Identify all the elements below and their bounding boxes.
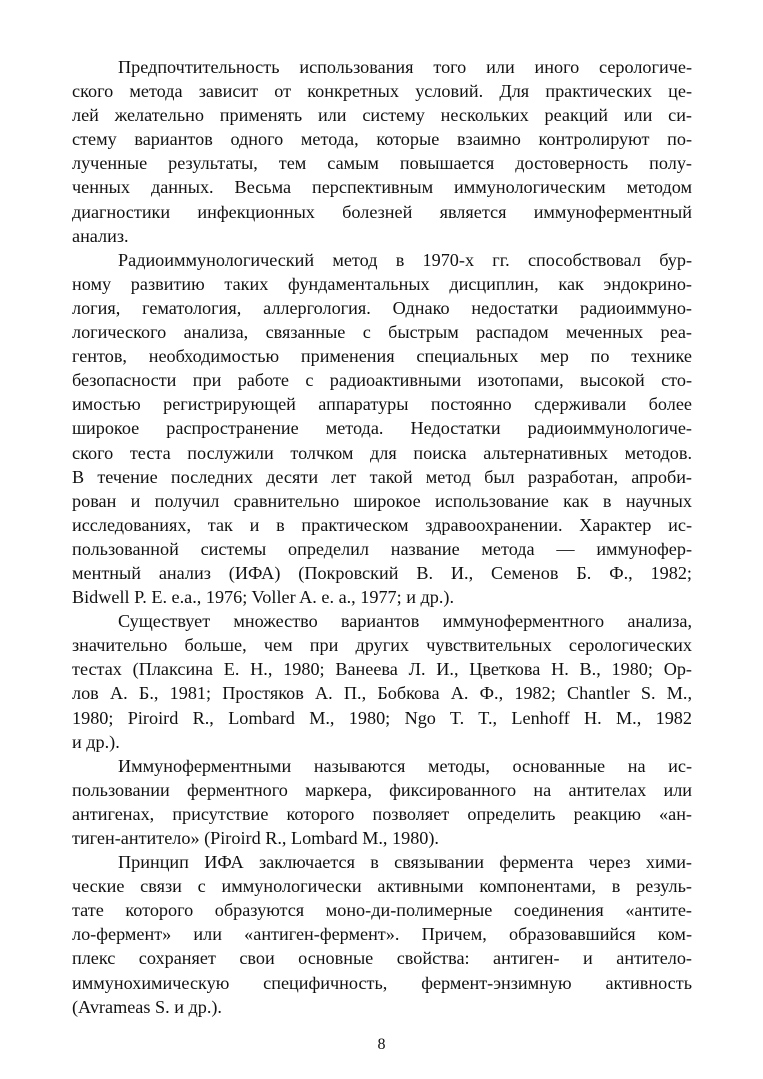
text-line: анализ. xyxy=(72,225,129,246)
text-line: ского метода зависит от конкретных условий. Для практических це- xyxy=(72,81,692,102)
text-line: пользованной системы определил название метода — иммунофер- xyxy=(72,538,692,559)
text-line: безопасности при работе с радиоактивными изотопами, высокой сто- xyxy=(72,370,692,391)
text-line: логия, гематология, аллергология. Однако недостатки радиоиммуно- xyxy=(72,297,692,318)
text-line: тестах (Плаксина Е. Н., 1980; Ванеева Л. И., Цветкова Н. В., 1980; Ор- xyxy=(72,659,692,680)
paragraph xyxy=(72,55,692,248)
text-line: тиген-антитело» (Piroird R., Lombard M., 1980). xyxy=(72,828,439,848)
text-line: тате которого образуются моно-ди-полимерные соединения «антите- xyxy=(72,900,692,921)
text-line: стему вариантов одного метода, которые взаимно контролируют по- xyxy=(72,129,692,150)
text-line: антигенах, присутствие которого позволяет определить реакцию «ан- xyxy=(72,803,692,824)
text-line: Принцип ИФА заключается в связывании фермента через хими- xyxy=(118,852,692,873)
text-line: рован и получил сравнительно широкое использование как в научных xyxy=(72,490,692,511)
text-line: значительно больше, чем при других чувствительных серологических xyxy=(72,635,692,656)
body-text xyxy=(72,55,692,1019)
text-line: (Avrameas S. и др.). xyxy=(72,996,222,1017)
paragraph xyxy=(72,850,692,1019)
text-line: ченных данных. Весьма перспективным иммунологическим методом xyxy=(72,177,692,198)
text-line: лученные результаты, тем самым повышается достоверность полу- xyxy=(72,153,692,174)
text-line: и др.). xyxy=(72,731,120,752)
text-line: Bidwell P. E. e.a., 1976; Voller A. e. a., 1977; и др.). xyxy=(72,587,455,608)
paragraph xyxy=(72,754,692,850)
text-line: Существует множество вариантов иммуноферментного анализа, xyxy=(118,611,692,632)
text-line: исследованиях, так и в практическом здравоохранении. Характер ис- xyxy=(72,514,692,535)
text-line: логического анализа, связанные с быстрым распадом меченных реа- xyxy=(72,322,692,343)
text-line: иммунохимическую специфичность, фермент-энзимную активность xyxy=(72,972,692,993)
text-line: пользовании ферментного маркера, фиксированного на антителах или xyxy=(72,779,692,800)
text-line: ского теста послужили толчком для поиска альтернативных методов. xyxy=(72,442,692,463)
text-line: лов А. Б., 1981; Простяков А. П., Бобкова А. Ф., 1982; Chantler S. M., xyxy=(72,683,692,704)
text-line: ло-фермент» или «антиген-фермент». Причем, образовавшийся ком- xyxy=(72,924,692,945)
text-line: Предпочтительность использования того или иного серологиче- xyxy=(118,57,692,77)
text-line: Иммуноферментными называются методы, основанные на ис- xyxy=(118,755,692,776)
text-line: Радиоиммунологический метод в 1970-х гг. способствовал бур- xyxy=(118,249,692,270)
text-line: ческие связи с иммунологически активными компонентами, в резуль- xyxy=(72,876,692,897)
text-line: широкое распространение метода. Недостатки радиоиммунологиче- xyxy=(72,418,692,439)
text-line: имостью регистрирующей аппаратуры постоянно сдерживали более xyxy=(72,394,692,415)
text-line: ментный анализ (ИФА) (Покровский В. И., Семенов Б. Ф., 1982; xyxy=(72,562,692,583)
text-line: В течение последних десяти лет такой метод был разработан, апроби- xyxy=(72,466,692,487)
text-line: лей желательно применять или систему нескольких реакций или си- xyxy=(72,105,692,126)
text-line: ному развитию таких фундаментальных дисциплин, как эндокрино- xyxy=(72,273,692,294)
paragraph xyxy=(72,248,692,609)
text-line: плекс сохраняет свои основные свойства: антиген- и антитело- xyxy=(72,948,692,969)
text-line: 1980; Piroird R., Lombard M., 1980; Ngo T. T., Lenhoff H. M., 1982 xyxy=(72,707,692,728)
paragraph xyxy=(72,609,692,754)
page-number: 8 xyxy=(377,1036,386,1053)
text-line: диагностики инфекционных болезней является иммуноферментный xyxy=(72,201,692,222)
text-line: гентов, необходимостью применения специальных мер по технике xyxy=(72,346,692,367)
